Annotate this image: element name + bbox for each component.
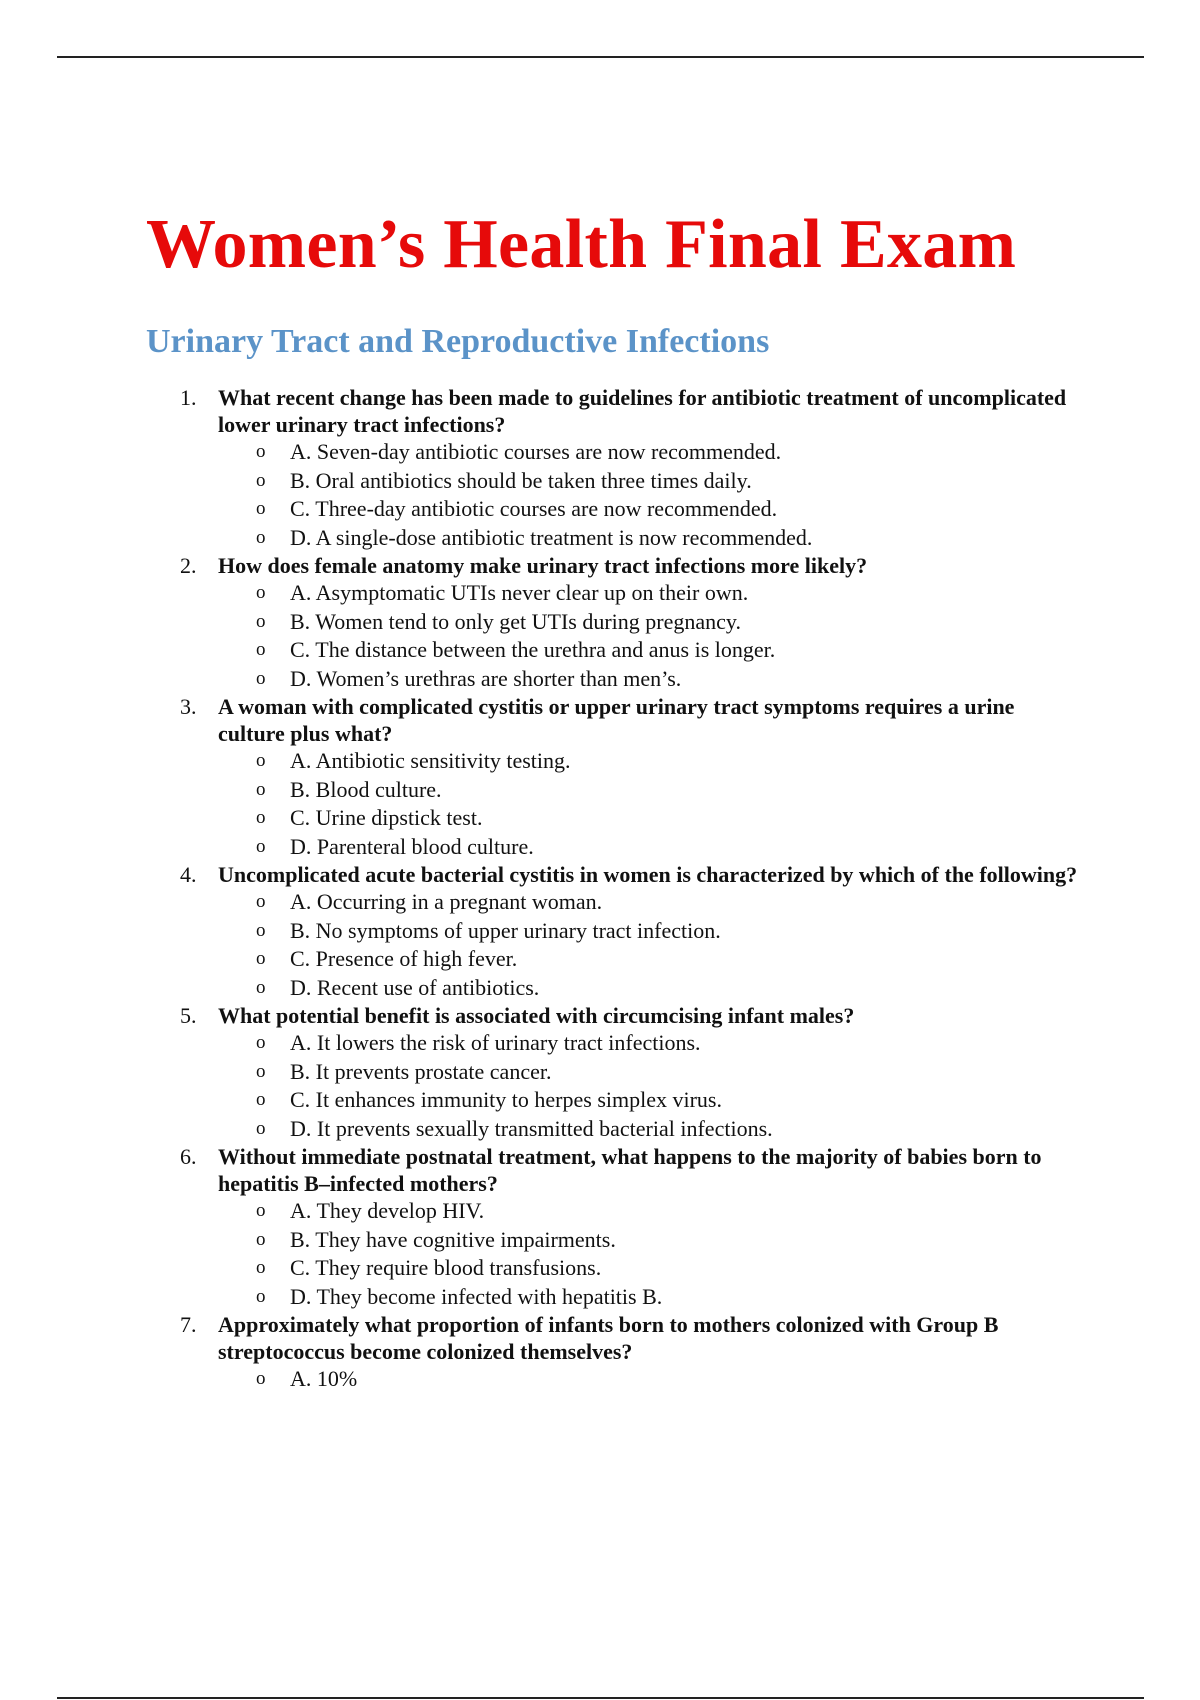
- question-text: A woman with complicated cystitis or upper urinary tract symptoms requires a urine culture plus what?: [218, 694, 1015, 746]
- answer-option: [218, 665, 1086, 694]
- answer-option-text: C. They require blood transfusions.: [290, 1255, 602, 1280]
- question-number: 4.: [180, 862, 197, 887]
- answer-option-text: A. Occurring in a pregnant woman.: [290, 889, 603, 914]
- answer-options: [218, 438, 1086, 552]
- answer-option: [218, 1283, 1086, 1312]
- answer-option-text: D. It prevents sexually transmitted bacterial infections.: [290, 1115, 773, 1141]
- answer-options: [218, 888, 1086, 1002]
- answer-option: [218, 438, 1086, 467]
- answer-option: [218, 1058, 1086, 1087]
- answer-option-text: D. They become infected with hepatitis B.: [290, 1283, 663, 1309]
- question-text: What potential benefit is associated with circumcising infant males?: [218, 1003, 855, 1028]
- answer-option: [218, 974, 1086, 1003]
- answer-option-text: B. No symptoms of upper urinary tract infection.: [290, 917, 721, 943]
- answer-option: [218, 524, 1086, 553]
- question-item: [146, 693, 1086, 861]
- question-item: [146, 1002, 1086, 1143]
- answer-options: [218, 579, 1086, 693]
- answer-option-text: C. It enhances immunity to herpes simplex virus.: [290, 1087, 722, 1112]
- bullet-icon: o: [256, 1032, 266, 1053]
- answer-option: [218, 945, 1086, 974]
- answer-option-text: D. Parenteral blood culture.: [290, 833, 534, 859]
- question-text: What recent change has been made to guidelines for antibiotic treatment of uncomplicated lower urinary tract infections?: [218, 385, 1067, 437]
- bullet-icon: o: [256, 778, 266, 800]
- bullet-icon: o: [256, 891, 266, 912]
- bullet-icon: o: [256, 469, 266, 491]
- answer-options: [218, 1029, 1086, 1143]
- answer-option: [218, 495, 1086, 524]
- bullet-icon: o: [256, 582, 266, 603]
- answer-option-text: B. Blood culture.: [290, 776, 442, 802]
- document-title: Women’s Health Final Exam: [146, 206, 1017, 283]
- answer-option-text: C. Urine dipstick test.: [290, 805, 483, 830]
- question-number: 1.: [180, 385, 197, 410]
- answer-option: [218, 747, 1086, 776]
- answer-option-text: C. The distance between the urethra and anus is longer.: [290, 637, 776, 662]
- answer-option-text: A. They develop HIV.: [290, 1198, 485, 1223]
- section-heading: Urinary Tract and Reproductive Infections: [146, 323, 770, 360]
- bullet-icon: o: [256, 835, 266, 857]
- bullet-icon: o: [256, 1117, 266, 1139]
- question-item: [146, 1311, 1086, 1394]
- answer-option-text: A. 10%: [290, 1366, 358, 1391]
- answer-option: [218, 608, 1086, 637]
- bullet-icon: o: [256, 1200, 266, 1221]
- answer-option-text: D. Recent use of antibiotics.: [290, 974, 540, 1000]
- answer-option-text: B. They have cognitive impairments.: [290, 1226, 616, 1252]
- bullet-icon: o: [256, 807, 266, 828]
- question-number: 6.: [180, 1144, 197, 1169]
- bullet-icon: o: [256, 498, 266, 519]
- answer-option: [218, 917, 1086, 946]
- answer-option-text: B. Women tend to only get UTIs during pregnancy.: [290, 608, 741, 634]
- top-rule: [57, 56, 1144, 58]
- bullet-icon: o: [256, 526, 266, 548]
- bullet-icon: o: [256, 976, 266, 998]
- answer-option: [218, 579, 1086, 608]
- answer-option-text: C. Presence of high fever.: [290, 946, 518, 971]
- answer-option-text: A. It lowers the risk of urinary tract infections.: [290, 1030, 701, 1055]
- answer-option: [218, 776, 1086, 805]
- bullet-icon: o: [256, 610, 266, 632]
- question-item: [146, 552, 1086, 693]
- answer-option: [218, 1086, 1086, 1115]
- answer-option: [218, 833, 1086, 862]
- answer-option-text: C. Three-day antibiotic courses are now recommended.: [290, 496, 778, 521]
- answer-option-text: A. Asymptomatic UTIs never clear up on their own.: [290, 580, 749, 605]
- question-text: Uncomplicated acute bacterial cystitis in women is characterized by which of the following?: [218, 862, 1078, 887]
- question-item: [146, 384, 1086, 552]
- answer-option-text: D. Women’s urethras are shorter than men’s.: [290, 665, 682, 691]
- question-item: [146, 1143, 1086, 1311]
- answer-option: [218, 1029, 1086, 1058]
- answer-option-text: B. It prevents prostate cancer.: [290, 1058, 552, 1084]
- answer-option: [218, 636, 1086, 665]
- answer-options: [218, 1197, 1086, 1311]
- bullet-icon: o: [256, 1368, 266, 1389]
- answer-option-text: B. Oral antibiotics should be taken three times daily.: [290, 467, 752, 493]
- answer-option: [218, 888, 1086, 917]
- answer-option-text: A. Antibiotic sensitivity testing.: [290, 748, 571, 773]
- answer-option: [218, 1226, 1086, 1255]
- question-number: 2.: [180, 553, 197, 578]
- bullet-icon: o: [256, 1060, 266, 1082]
- question-number: 5.: [180, 1003, 197, 1028]
- answer-option: [218, 804, 1086, 833]
- answer-option: [218, 467, 1086, 496]
- answer-option: [218, 1197, 1086, 1226]
- question-text: Without immediate postnatal treatment, what happens to the majority of babies born to hepatitis B–infected mothers?: [218, 1144, 1042, 1196]
- answer-option: [218, 1115, 1086, 1144]
- question-number: 3.: [180, 694, 197, 719]
- answer-option-text: A. Seven-day antibiotic courses are now recommended.: [290, 439, 782, 464]
- answer-option-text: D. A single-dose antibiotic treatment is now recommended.: [290, 524, 813, 550]
- bottom-rule: [57, 1697, 1144, 1699]
- question-list: [146, 384, 1086, 1394]
- bullet-icon: o: [256, 1228, 266, 1250]
- answer-options: [218, 1365, 1086, 1394]
- bullet-icon: o: [256, 750, 266, 771]
- question-number: 7.: [180, 1312, 197, 1337]
- document-content: [146, 200, 1086, 1394]
- bullet-icon: o: [256, 1089, 266, 1110]
- bullet-icon: o: [256, 1257, 266, 1278]
- bullet-icon: o: [256, 919, 266, 941]
- answer-option: [218, 1365, 1086, 1394]
- answer-options: [218, 747, 1086, 861]
- question-item: [146, 861, 1086, 1002]
- bullet-icon: o: [256, 667, 266, 689]
- answer-option: [218, 1254, 1086, 1283]
- question-text: How does female anatomy make urinary tract infections more likely?: [218, 553, 868, 578]
- bullet-icon: o: [256, 441, 266, 462]
- bullet-icon: o: [256, 639, 266, 660]
- question-text: Approximately what proportion of infants born to mothers colonized with Group B streptococcus become colonized themselves?: [218, 1312, 999, 1364]
- bullet-icon: o: [256, 1285, 266, 1307]
- bullet-icon: o: [256, 948, 266, 969]
